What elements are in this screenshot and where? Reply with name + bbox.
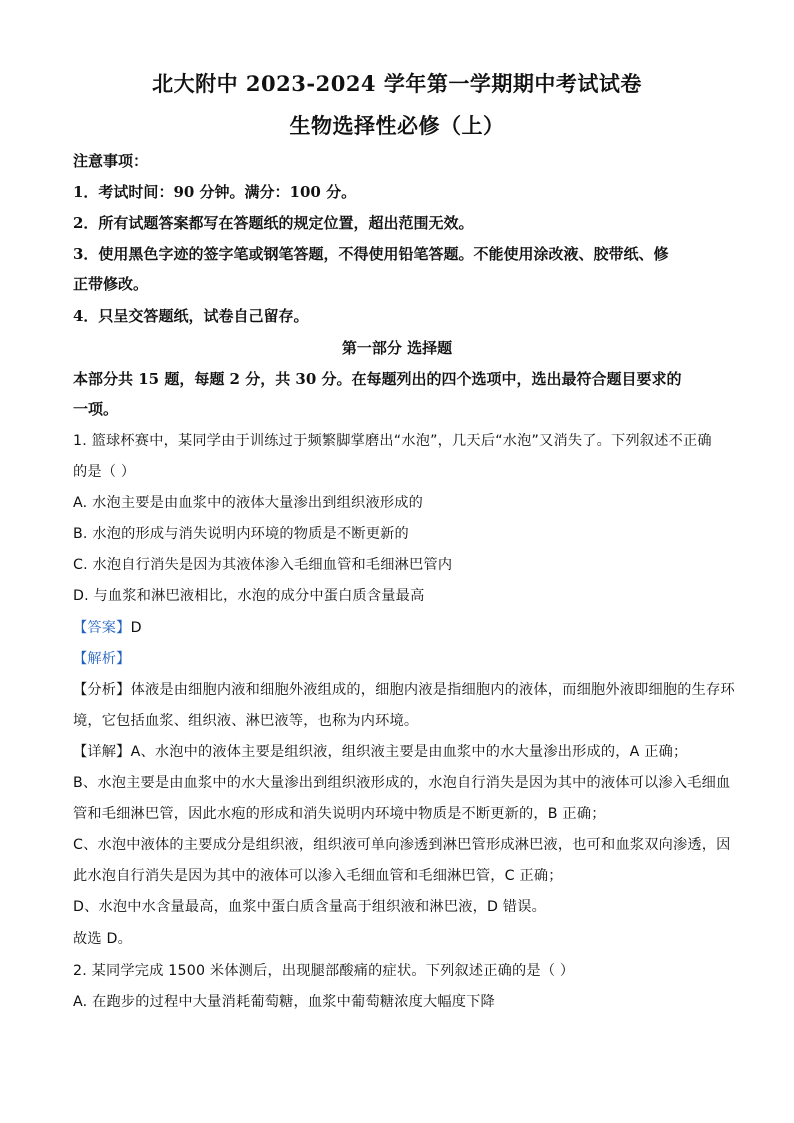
notes-heading: 注意事项： xyxy=(73,152,149,170)
section-title: 第一部分 选择题 xyxy=(341,339,453,357)
fenxi-tag: 【分析】 xyxy=(73,682,131,698)
q1-xiangjie-line: 此水泡自行消失是因为其中的液体可以渗入毛细血管和毛细淋巴管，C 正确； xyxy=(73,868,563,884)
xiangjie-text: A、水泡中的液体主要是组织液，组织液主要是由血浆中的水大量渗出形成的，A 正确； xyxy=(130,744,688,760)
section-intro: 本部分共 15 题，每题 2 分，共 30 分。在每题列出的四个选项中，选出最符合题目要求的 xyxy=(73,370,682,388)
exam-title: 北大附中 2023-2024 学年第一学期期中考试试卷 xyxy=(152,71,642,96)
q1-option-b: B. 水泡的形成与消失说明内环境的物质是不断更新的 xyxy=(73,526,409,542)
q1-option-d: D. 与血浆和淋巴液相比，水泡的成分中蛋白质含量最高 xyxy=(73,588,425,604)
fenxi-text: 体液是由细胞内液和细胞外液组成的，细胞内液是指细胞内的液体，而细胞外液即细胞的生存环 xyxy=(130,682,735,698)
q1-xiangjie-line: 管和毛细淋巴管，因此水疱的形成和消失说明内环境中物质是不断更新的，B 正确； xyxy=(73,806,606,822)
q1-conclusion: 故选 D。 xyxy=(73,931,132,947)
answer-value: D xyxy=(130,620,142,636)
q1-xiangjie-line: B、水泡主要是由血浆中的水大量渗出到组织液形成的，水泡自行消失是因为其中的液体可以渗入毛细血 xyxy=(73,775,731,791)
q1-stem: 的是（ ） xyxy=(73,464,136,480)
q1-option-c: C. 水泡自行消失是因为其液体渗入毛细血管和毛细淋巴管内 xyxy=(73,557,453,573)
q2-stem: 2. 某同学完成 1500 米体测后，出现腿部酸痛的症状。下列叙述正确的是（ ） xyxy=(73,963,575,979)
q1-xiangjie-line: D、水泡中水含量最高，血浆中蛋白质含量高于组织液和淋巴液，D 错误。 xyxy=(73,899,546,915)
q1-option-a: A. 水泡主要是由血浆中的液体大量渗出到组织液形成的 xyxy=(73,495,423,511)
xiangjie-tag: 【详解】 xyxy=(73,744,131,760)
analysis-tag: 【解析】 xyxy=(73,651,131,667)
note-item: 3．使用黑色字迹的签字笔或钢笔答题，不得使用铅笔答题。不能使用涂改液、胶带纸、修 xyxy=(73,245,669,263)
q1-xiangjie xyxy=(73,742,724,762)
note-item: 正带修改。 xyxy=(73,275,149,293)
q1-fenxi-cont: 境，它包括血浆、组织液、淋巴液等，也称为内环境。 xyxy=(73,713,419,729)
q1-xiangjie-line: C、水泡中液体的主要成分是组织液，组织液可单向渗透到淋巴管形成淋巴液，也可和血浆双向渗透，因 xyxy=(73,837,731,853)
q2-option-a: A. 在跑步的过程中大量消耗葡萄糖，血浆中葡萄糖浓度大幅度下降 xyxy=(73,994,495,1010)
note-item: 4．只呈交答题纸，试卷自己留存。 xyxy=(73,307,309,325)
section-intro: 一项。 xyxy=(73,400,119,418)
q1-analysis-heading xyxy=(73,649,724,669)
note-item: 2．所有试题答案都写在答题纸的规定位置，超出范围无效。 xyxy=(73,214,474,232)
q1-stem: 1. 篮球杯赛中，某同学由于训练过于频繁脚掌磨出“水泡”，几天后“水泡”又消失了。下列叙述不正确 xyxy=(73,433,712,449)
answer-tag: 【答案】 xyxy=(73,620,131,636)
q1-fenxi xyxy=(73,680,735,700)
exam-subtitle: 生物选择性必修（上） xyxy=(289,113,505,138)
note-item: 1．考试时间：90 分钟。满分：100 分。 xyxy=(73,183,357,201)
q1-answer xyxy=(73,618,724,638)
